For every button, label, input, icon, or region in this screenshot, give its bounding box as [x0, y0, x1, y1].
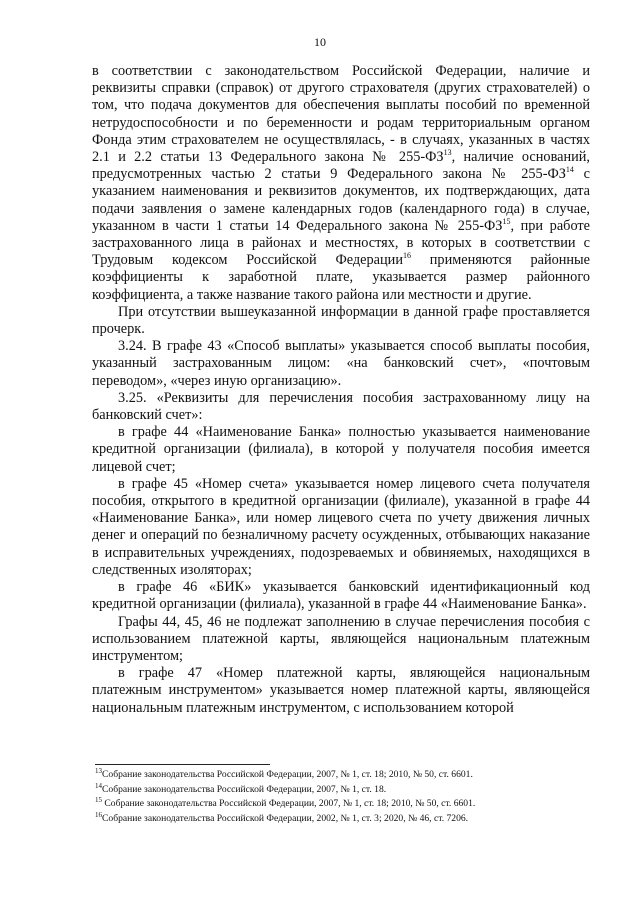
footnote-ref-16: 16	[402, 251, 411, 261]
paragraph-3-25: 3.25. «Реквизиты для перечисления пособия застрахованному лицу на банковский счет»:	[92, 389, 590, 424]
paragraph-field-46: в графе 46 «БИК» указывается банковский идентификационный код кредитной организации (филиала), указанной в графе 44 «Наименование Банка».	[92, 579, 590, 613]
page-number: 10	[314, 35, 326, 49]
paragraph-field-44: в графе 44 «Наименование Банка» полностью указывается наименование кредитной организации (филиала), в которой у получателя пособия имеется лицевой счет;	[92, 424, 590, 475]
footnote-16: $^{16}$Собрание законодательства Российской Федерации, 2002, № 1, ст. 3; 2020, № 46, ст. 7206.	[95, 810, 469, 824]
paragraph-absence-dash: При отсутствии вышеуказанной информации в данной графе проставляется прочерк.	[92, 303, 590, 338]
paragraph-requisites-continuation: в соответствии с законодательством Российской Федерации, наличие и реквизиты справки (справок) от другого страхователя (других страхователей) о том, что подача документов для обеспечения выплаты пособий по временной нетрудоспособности и по беременности и родам территориальным органом Фонда этим страхователем не осуществлялась, - в случаях, указанных в частях 2.1 и 2.2 статьи 13 Федерального закона № 255-ФЗ$^{13}$, наличие оснований, предусмотренных частью 2 статьи 9 Федерального закона № 255-ФЗ$^{14}$ с указанием наименования и реквизитов документов, их подтверждающих, дата подачи заявления о замене календарных годов (календарного года) в случае, указанном в части 1 статьи 14 Федерального закона № 255-ФЗ$^{15}$, при работе застрахованного лица в районах и местностях, в которых в соответствии с Трудовым кодексом Российской Федерации$^{16}$ применяются районные коэффициенты к заработной плате, указывается размер районного коэффициента, а также название такого района или местности и другие.	[92, 63, 590, 303]
paragraph-field-45: в графе 45 «Номер счета» указывается номер лицевого счета получателя пособия, открытого в кредитной организации (филиале), указанной в графе 44 «Наименование Банка», или номер лицевого счета по учету движения личных денег и операций по безналичному расчету осужденных, отбывающих наказание в исправительных учреждениях, подозреваемых и обвиняемых, находящихся в следственных изоляторах;	[92, 475, 590, 578]
document-body	[92, 63, 590, 717]
paragraph-fields-not-filled: Графы 44, 45, 46 не подлежат заполнению в случае перечисления пособия с использованием платежной карты, являющейся национальным платежным инструментом;	[92, 613, 590, 664]
footnote-14: $^{14}$Собрание законодательства Российской Федерации, 2007, № 1, ст. 18.	[95, 781, 387, 795]
footnote-ref-14: 14	[565, 165, 574, 175]
footnotes	[95, 764, 590, 826]
footnote-15: $^{15}$ Собрание законодательства Российской Федерации, 2007, № 1, ст. 18; 2010, № 50, ст. 6601.	[95, 796, 476, 810]
footnote-divider	[95, 764, 270, 765]
paragraph-3-24: 3.24. В графе 43 «Способ выплаты» указывается способ выплаты пособия, указанный застрахованным лицом: «на банковский счет», «почтовым переводом», «через иную организацию».	[92, 338, 590, 389]
footnote-ref-13: 13	[443, 148, 452, 158]
footnote-13: $^{13}$Собрание законодательства Российской Федерации, 2007, № 1, ст. 18; 2010, № 50, ст. 6601.	[95, 766, 473, 780]
footnote-ref-15: 15	[502, 217, 511, 227]
paragraph-field-47: в графе 47 «Номер платежной карты, являющейся национальным платежным инструментом» указывается номер платежной карты, являющейся национальным платежным инструментом, с использованием которой	[92, 665, 590, 716]
